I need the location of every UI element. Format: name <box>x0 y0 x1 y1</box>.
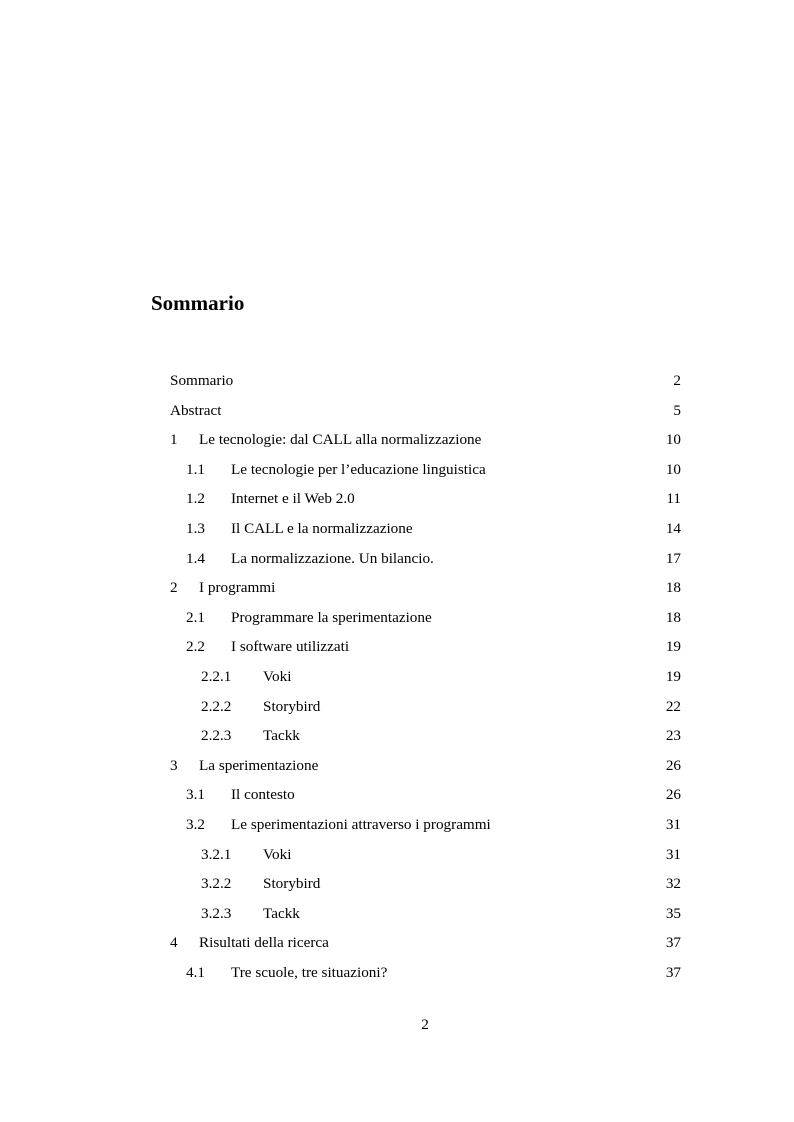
toc-entry[interactable] <box>0 396 794 426</box>
toc-entry-title: Voki <box>263 845 292 863</box>
toc-entry-title: Tackk <box>263 904 300 922</box>
toc-entry-number: 2.2 <box>186 638 205 656</box>
toc-entry-title: Abstract <box>170 401 222 419</box>
toc-entry-page: 22 <box>665 697 681 715</box>
toc-entry-number: 2 <box>170 579 178 597</box>
toc-entry-number: 4 <box>170 934 178 952</box>
toc-entry-page: 35 <box>665 904 681 922</box>
toc-entry-number: 2.2.3 <box>201 727 232 745</box>
toc-entry-number: 3.2.3 <box>201 904 232 922</box>
toc-entry-title: Tre scuole, tre situazioni? <box>231 964 388 981</box>
page-number: 2 <box>421 1016 429 1033</box>
toc-entry-page: 14 <box>665 520 681 537</box>
toc-entry-page: 31 <box>665 816 681 833</box>
toc-entry-number: 1.2 <box>186 490 205 508</box>
toc-entry-number: 1 <box>170 431 178 449</box>
toc-entry-page: 26 <box>665 756 681 774</box>
toc-entry[interactable] <box>0 514 794 544</box>
toc-entry[interactable] <box>0 869 794 899</box>
toc-entry-page: 32 <box>665 875 681 893</box>
toc-entry-title: Le tecnologie: dal CALL alla normalizzazione <box>199 431 482 449</box>
toc-entry[interactable] <box>0 484 794 514</box>
toc-entry[interactable] <box>0 603 794 633</box>
toc-entry-number: 1.3 <box>186 520 205 537</box>
toc-entry-number: 3 <box>170 756 178 774</box>
toc-entry-number: 3.1 <box>186 786 205 804</box>
toc-entry[interactable] <box>0 810 794 840</box>
toc-entry-title: Internet e il Web 2.0 <box>231 490 355 508</box>
toc-entry[interactable] <box>0 425 794 455</box>
toc-entry-title: Le tecnologie per l’educazione linguistica <box>231 460 486 478</box>
toc-entry-page: 10 <box>665 431 681 449</box>
toc-entry[interactable] <box>0 692 794 722</box>
toc-entry-title: Risultati della ricerca <box>199 934 329 952</box>
toc-entry[interactable] <box>0 573 794 603</box>
toc-entry-page: 18 <box>665 608 681 626</box>
toc-entry-number: 2.2.2 <box>201 697 232 715</box>
toc-entry-page: 10 <box>665 460 681 478</box>
toc-entry[interactable] <box>0 721 794 751</box>
toc-entry-title: La normalizzazione. Un bilancio. <box>231 549 434 567</box>
toc-entry-page: 23 <box>665 727 681 745</box>
toc-entry-title: Il CALL e la normalizzazione <box>231 520 413 537</box>
toc-entry-title: Sommario <box>170 372 234 389</box>
toc-entry[interactable] <box>0 632 794 662</box>
toc-entry-page: 17 <box>665 549 681 567</box>
toc-entry-title: Il contesto <box>231 786 295 804</box>
toc-entry-number: 2.2.1 <box>201 668 232 685</box>
toc-entry-number: 3.2.1 <box>201 845 232 863</box>
toc-entry-number: 4.1 <box>186 964 205 981</box>
toc-entry[interactable] <box>0 455 794 485</box>
toc-entry[interactable] <box>0 751 794 781</box>
toc-entry-page: 2 <box>673 372 681 389</box>
toc-entry-page: 18 <box>665 579 681 597</box>
toc-entry-page: 37 <box>665 964 681 981</box>
toc-entry[interactable] <box>0 958 794 988</box>
toc-entry[interactable] <box>0 366 794 396</box>
toc-entry-number: 3.2.2 <box>201 875 232 893</box>
toc-entry-number: 1.1 <box>186 460 205 478</box>
toc-entry-title: Storybird <box>263 697 321 715</box>
toc-entry-page: 26 <box>665 786 681 804</box>
toc-entry[interactable] <box>0 840 794 870</box>
toc-entry[interactable] <box>0 544 794 574</box>
toc-entry-title: Programmare la sperimentazione <box>231 608 432 626</box>
toc-entry-page: 31 <box>665 845 681 863</box>
toc-entry-page: 19 <box>665 668 681 685</box>
toc-entry-title: Le sperimentazioni attraverso i programmi <box>231 816 491 833</box>
toc-entry-title: Storybird <box>263 875 321 893</box>
toc-entry-number: 2.1 <box>186 608 205 626</box>
toc-entry[interactable] <box>0 662 794 692</box>
toc-entry[interactable] <box>0 928 794 958</box>
toc-entry-title: Tackk <box>263 727 300 745</box>
toc-entry-title: La sperimentazione <box>199 756 319 774</box>
toc-entry-page: 19 <box>665 638 681 656</box>
toc-entry-page: 37 <box>665 934 681 952</box>
toc-entry-title: I software utilizzati <box>231 638 350 656</box>
toc-entry-page: 11 <box>666 490 681 508</box>
toc-entry-page: 5 <box>673 401 681 419</box>
toc-entry[interactable] <box>0 780 794 810</box>
toc-entry-title: Voki <box>263 668 292 685</box>
toc-entry-number: 3.2 <box>186 816 205 833</box>
toc-entry-number: 1.4 <box>186 549 205 567</box>
toc-entry[interactable] <box>0 899 794 929</box>
page-title: Sommario <box>151 291 245 315</box>
toc-entry-title: I programmi <box>199 579 276 597</box>
